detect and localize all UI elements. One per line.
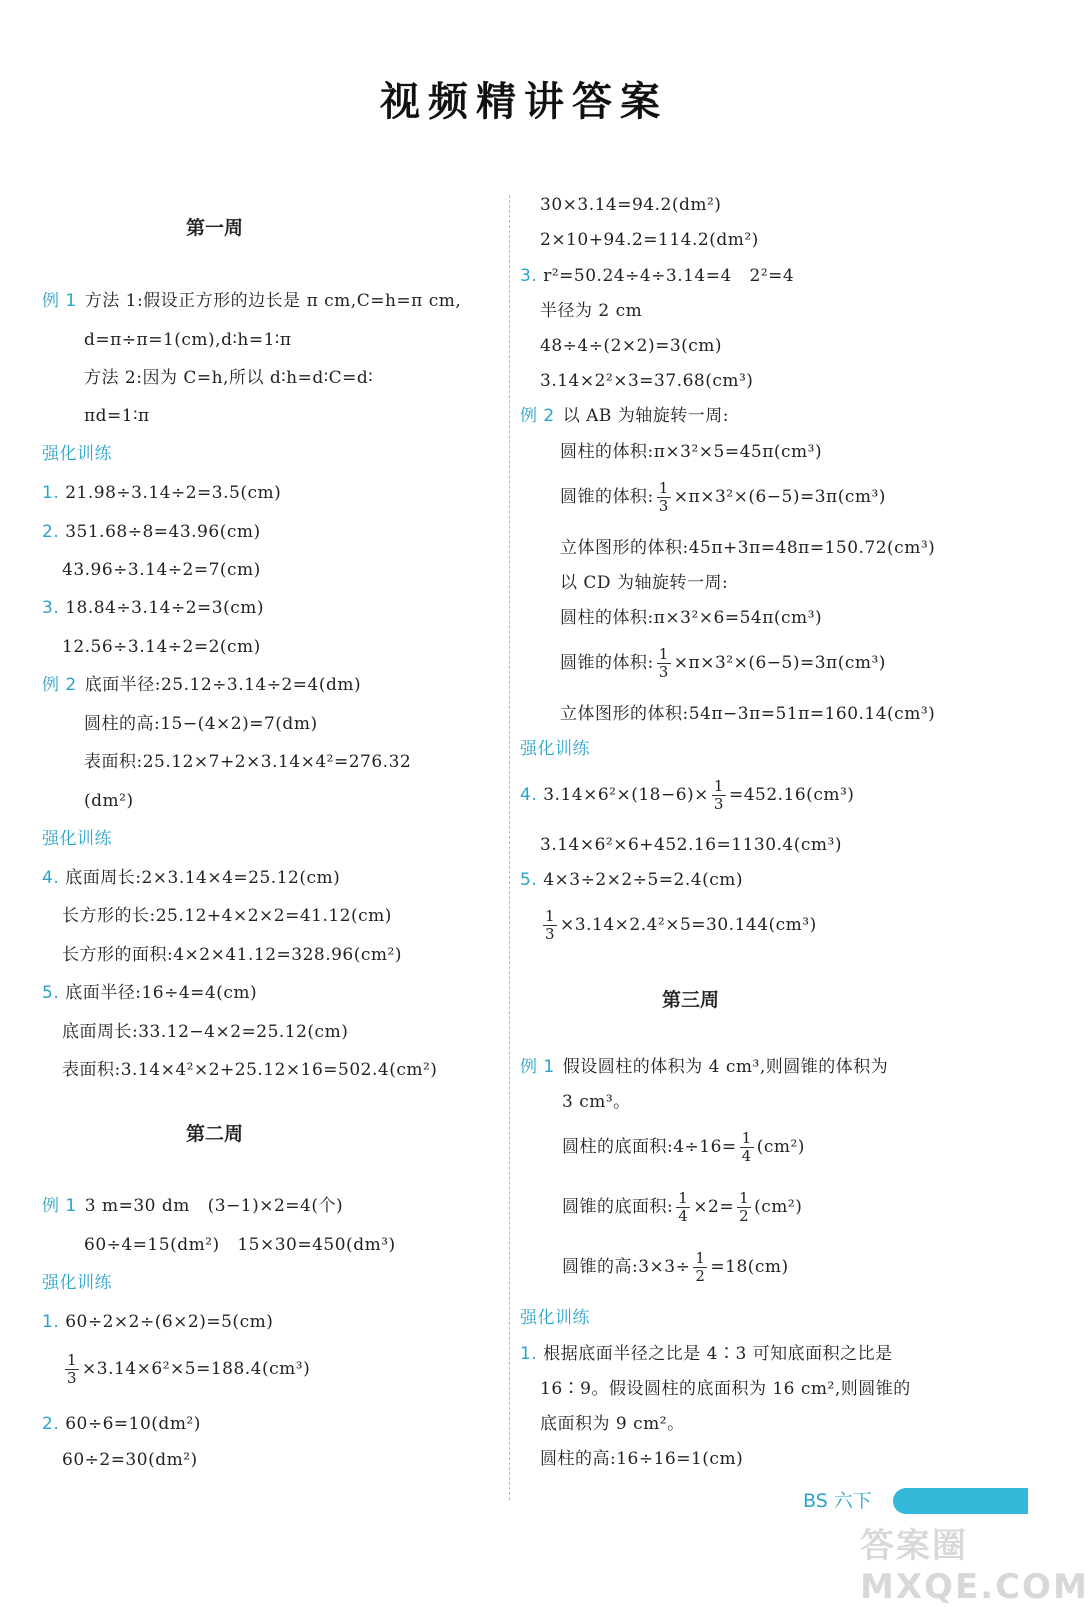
item-number: 3. [520,266,538,286]
fraction [657,646,671,681]
example-label: 例 2 [42,675,77,695]
example-2-line-4: 立体图形的体积:45π+3π=48π=150.72(cm³) [560,538,936,558]
answer-5 [520,868,743,892]
column-divider [509,195,510,1500]
numerator: 1 [545,907,556,925]
week-2-example-1-line-2: 60÷4=15(dm²) 15×30=450(dm³) [84,1235,396,1255]
answer-text: 3 m=30 dm (3−1)×2=4(个) [84,1196,344,1216]
numerator: 1 [67,1351,78,1369]
answer-3-line-2: 12.56÷3.14÷2=2(cm) [62,637,261,657]
practice-heading: 强化训练 [42,444,112,464]
item-number: 4. [42,868,60,888]
answer-2 [42,520,261,544]
answer-5 [42,981,257,1005]
answer-text: 18.84÷3.14÷2=3(cm) [65,598,265,618]
denominator: 2 [739,1207,750,1225]
example-2-line-2: 圆柱的体积:π×3²×5=45π(cm³) [560,442,823,462]
answer-4-line-3: 长方形的面积:4×2×41.12=328.96(cm²) [62,945,402,965]
answer-5-line-2: 底面周长:33.12−4×2=25.12(cm) [62,1022,349,1042]
practice-heading: 强化训练 [520,1308,590,1328]
week-3-example-1-line-2: 3 cm³。 [562,1092,631,1112]
footer-accent-bar [893,1488,1028,1514]
numerator: 1 [658,479,669,497]
answer-text: 3.14×6²×(18−6)× [543,785,709,805]
grade-badge: BS 六下 [803,1490,872,1512]
numerator: 1 [713,777,724,795]
answer-text: =452.16(cm³) [728,785,855,805]
answer-text: 根据底面半径之比是 4∶3 可知底面积之比是 [543,1344,893,1364]
answer-3-line-3: 48÷4÷(2×2)=3(cm) [540,336,723,356]
answer-text: 351.68÷8=43.96(cm) [65,522,261,542]
answer-text: r²=50.24÷4÷3.14=4 2²=4 [543,266,795,286]
example-label: 例 1 [520,1057,555,1077]
answer-5-line-3: 表面积:3.14×4²×2+25.12×16=502.4(cm²) [62,1060,438,1080]
week-3-heading: 第三周 [662,989,720,1011]
denominator: 3 [67,1369,78,1387]
example-2-line-1 [42,673,361,697]
example-2-line-7 [560,646,886,681]
week-3-example-1-line-5 [562,1250,789,1285]
answer-3-line-2: 半径为 2 cm [540,301,643,321]
fraction [712,778,726,813]
example-1-line-4: πd=1∶π [84,406,150,426]
answer-text: 底面周长:2×3.14×4=25.12(cm) [65,868,341,888]
answer-text: (cm²) [756,1137,805,1157]
numerator: 1 [658,645,669,663]
example-1-line-3: 方法 2:因为 C=h,所以 d∶h=d∶C=d∶ [84,368,374,388]
week-2-example-1 [42,1194,343,1218]
example-2-line-3 [560,480,886,515]
numerator: 1 [739,1189,750,1207]
week-2-answer-1-line-2 [62,1352,310,1387]
answer-text: 60÷2×2÷(6×2)=5(cm) [65,1312,274,1332]
answer-3-line-4: 3.14×2²×3=37.68(cm³) [540,371,754,391]
answer-4-line-2: 3.14×6²×6+452.16=1130.4(cm³) [540,835,842,855]
answer-text: 圆锥的体积: [560,487,654,507]
numerator: 1 [741,1129,752,1147]
practice-heading: 强化训练 [42,1273,112,1293]
example-2-line-4: (dm²) [84,791,134,811]
answer-text: 圆柱的底面积:4÷16= [562,1137,737,1157]
answer-text: 4×3÷2×2÷5=2.4(cm) [543,870,743,890]
answer-text: (cm²) [754,1197,803,1217]
answer-text: 圆锥的体积: [560,653,654,673]
answer-3 [42,596,264,620]
denominator: 2 [695,1267,706,1285]
answer-text: 以 AB 为轴旋转一周: [562,406,730,426]
answer-text: ×3.14×2.4²×5=30.144(cm³) [560,915,817,935]
numerator: 1 [678,1189,689,1207]
example-2-line-8: 立体图形的体积:54π−3π=51π=160.14(cm³) [560,704,936,724]
example-label: 例 1 [42,291,77,311]
example-2-line-5: 以 CD 为轴旋转一周: [560,573,729,593]
example-label: 例 1 [42,1196,77,1216]
right-line-2: 2×10+94.2=114.2(dm²) [540,230,759,250]
week-3-answer-1-line-2: 16∶9。假设圆柱的底面积为 16 cm²,则圆锥的 [540,1379,911,1399]
answer-text: 圆锥的高:3×3÷ [562,1257,691,1277]
answer-text: =18(cm) [710,1257,789,1277]
example-2-line-6: 圆柱的体积:π×3²×6=54π(cm³) [560,608,823,628]
fraction [65,1352,79,1387]
week-3-answer-1 [520,1342,893,1366]
watermark-logo: 答案圈 MXQE.COM [860,1526,1089,1607]
denominator: 3 [658,497,669,515]
denominator: 3 [545,925,556,943]
item-number: 2. [42,1414,60,1434]
item-number: 1. [42,1312,60,1332]
answer-text: 圆锥的底面积: [562,1197,674,1217]
answer-4 [520,778,854,813]
fraction [543,908,557,943]
answer-4-line-2: 长方形的长:25.12+4×2×2=41.12(cm) [62,906,392,926]
week-3-answer-1-line-3: 底面积为 9 cm²。 [540,1414,685,1434]
answer-text: 底面半径:25.12÷3.14÷2=4(dm) [84,675,362,695]
week-3-answer-1-line-4: 圆柱的高:16÷16=1(cm) [540,1449,744,1469]
fraction [737,1190,751,1225]
numerator: 1 [695,1249,706,1267]
fraction [657,480,671,515]
example-2-line-1 [520,404,729,428]
item-number: 4. [520,785,538,805]
item-number: 5. [520,870,538,890]
page-title: 视频精讲答案 [380,79,668,125]
answer-text: 底面半径:16÷4=4(cm) [65,983,258,1003]
answer-text: 假设圆柱的体积为 4 cm³,则圆锥的体积为 [562,1057,889,1077]
practice-heading: 强化训练 [42,829,112,849]
denominator: 3 [713,795,724,813]
right-line-1: 30×3.14=94.2(dm²) [540,195,722,215]
example-2-line-3: 表面积:25.12×7+2×3.14×4²=276.32 [84,752,412,772]
item-number: 5. [42,983,60,1003]
week-2-answer-2 [42,1412,201,1436]
week-3-example-1-line-4 [562,1190,802,1225]
practice-heading: 强化训练 [520,739,590,759]
item-number: 3. [42,598,60,618]
answer-2-line-2: 43.96÷3.14÷2=7(cm) [62,560,261,580]
week-2-heading: 第二周 [186,1123,244,1145]
week-3-example-1-line-3 [562,1130,805,1165]
denominator: 4 [678,1207,689,1225]
answer-text: 21.98÷3.14÷2=3.5(cm) [65,483,282,503]
answer-1 [42,481,281,505]
answer-text: ×π×3²×(6−5)=3π(cm³) [673,653,886,673]
item-number: 1. [520,1344,538,1364]
example-1-line-1 [42,289,461,313]
item-number: 2. [42,522,60,542]
example-label: 例 2 [520,406,555,426]
answer-5-line-2 [540,908,817,943]
example-2-line-2: 圆柱的高:15−(4×2)=7(dm) [84,714,318,734]
answer-text: ×3.14×6²×5=188.4(cm³) [82,1359,311,1379]
answer-text: 60÷6=10(dm²) [65,1414,201,1434]
fraction [740,1130,754,1165]
fraction [676,1190,690,1225]
week-1-heading: 第一周 [186,217,244,239]
answer-3 [520,264,794,288]
week-2-answer-1 [42,1310,273,1334]
fraction [693,1250,707,1285]
answer-text: 方法 1:假设正方形的边长是 π cm,C=h=π cm, [84,291,462,311]
answer-text: ×π×3²×(6−5)=3π(cm³) [673,487,886,507]
denominator: 4 [741,1147,752,1165]
week-2-answer-2-line-2: 60÷2=30(dm²) [62,1450,198,1470]
answer-text: ×2= [693,1197,735,1217]
week-3-example-1 [520,1055,888,1079]
answer-4 [42,866,340,890]
example-1-line-2: d=π÷π=1(cm),d∶h=1∶π [84,330,292,350]
denominator: 3 [658,663,669,681]
item-number: 1. [42,483,60,503]
